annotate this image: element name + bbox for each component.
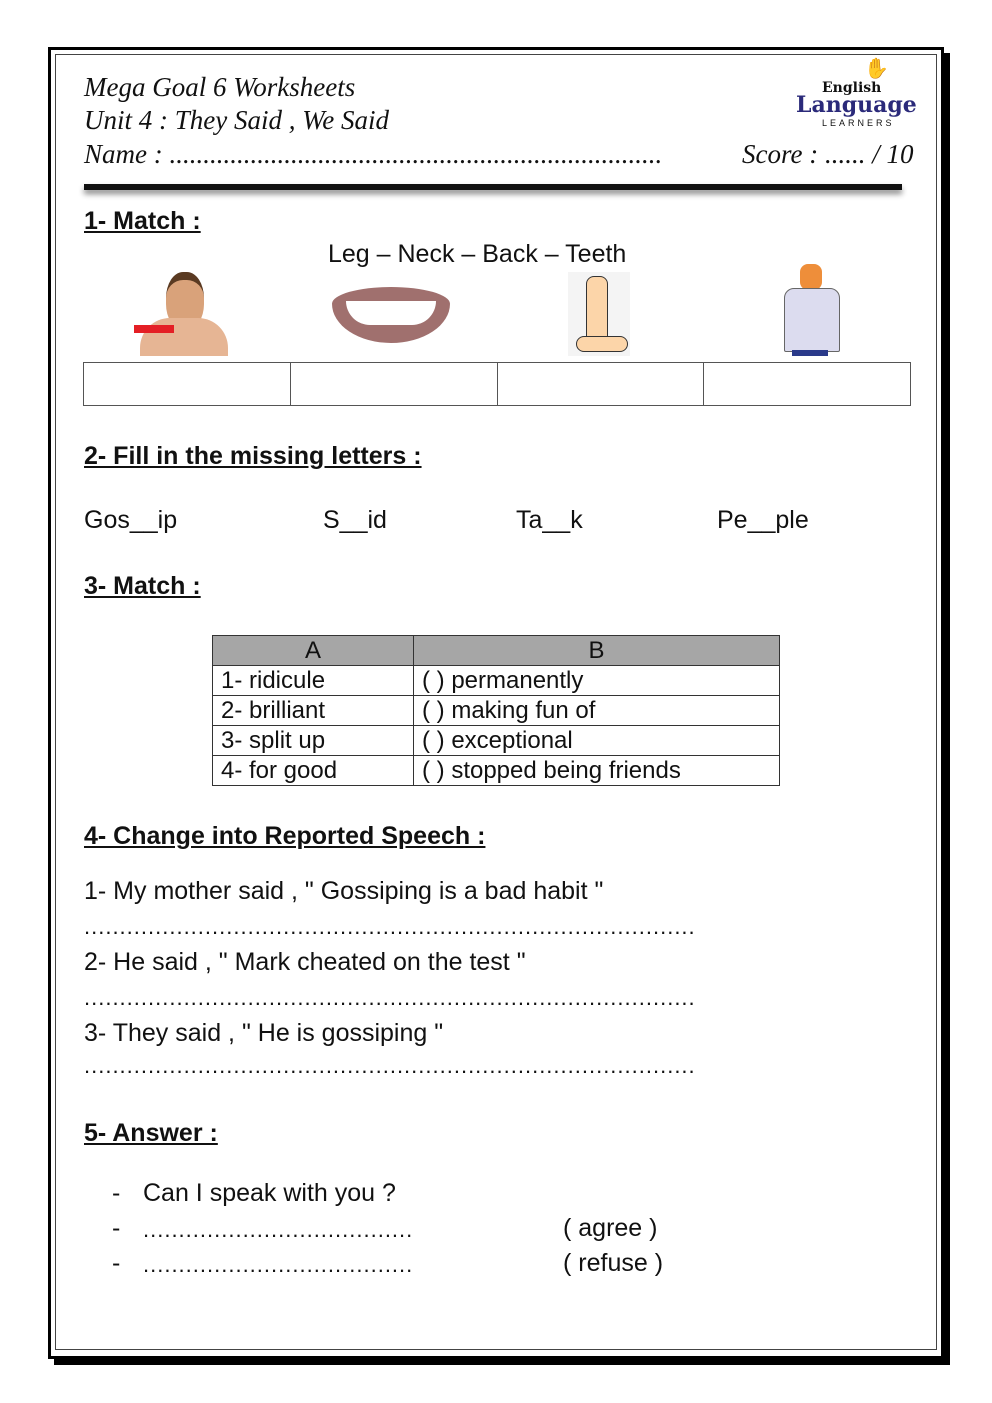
bullet: - — [112, 1249, 121, 1277]
agree-answer-line[interactable]: ...................................... — [143, 1217, 414, 1242]
table-row: 4- for good ( ) stopped being friends — [213, 756, 780, 786]
missing-word: Gos__ip — [84, 506, 178, 534]
hands-icon: ✋ — [864, 58, 889, 80]
answer-line[interactable]: ...................................................................................... — [84, 1053, 696, 1078]
name-field[interactable]: Name : ......................................................................... — [84, 139, 663, 169]
section1-title: 1- Match : — [84, 207, 201, 235]
header-divider — [84, 184, 902, 190]
answer-box[interactable] — [84, 363, 291, 405]
bullet: - — [112, 1214, 121, 1242]
column-b-header: B — [414, 636, 780, 666]
question: Can I speak with you ? — [143, 1179, 396, 1207]
table-row: 1- ridicule ( ) permanently — [213, 666, 780, 696]
agree-label: ( agree ) — [563, 1214, 658, 1242]
speech-item: 3- They said , " He is gossiping " — [84, 1019, 444, 1047]
section3-title: 3- Match : — [84, 572, 201, 600]
bullet: - — [112, 1179, 121, 1207]
refuse-label: ( refuse ) — [563, 1249, 664, 1277]
back-icon — [778, 264, 842, 356]
answer-box[interactable] — [498, 363, 705, 405]
speech-item: 1- My mother said , " Gossiping is a bad habit " — [84, 877, 604, 905]
column-a-header: A — [213, 636, 414, 666]
word-bank: Leg – Neck – Back – Teeth — [328, 240, 627, 268]
match-table — [212, 635, 780, 786]
section5-title: 5- Answer : — [84, 1119, 218, 1147]
answer-line[interactable]: ...................................................................................... — [84, 985, 696, 1010]
table-row: 3- split up ( ) exceptional — [213, 726, 780, 756]
answer-box[interactable] — [704, 363, 910, 405]
answer-box[interactable] — [291, 363, 498, 405]
missing-word: S__id — [323, 506, 387, 534]
answer-line[interactable]: ...................................................................................... — [84, 914, 696, 939]
logo: ✋ English Language LEARNERS — [796, 58, 917, 128]
unit-title: Unit 4 : They Said , We Said — [84, 105, 389, 135]
score-field: Score : ...... / 10 — [742, 139, 914, 169]
worksheet-title: Mega Goal 6 Worksheets — [84, 72, 356, 102]
refuse-answer-line[interactable]: ...................................... — [143, 1252, 414, 1277]
section4-title: 4- Change into Reported Speech : — [84, 822, 486, 850]
match-answer-boxes — [83, 362, 911, 406]
section2-title: 2- Fill in the missing letters : — [84, 442, 422, 470]
missing-word: Ta__k — [516, 506, 583, 534]
neck-icon — [134, 270, 229, 356]
table-row: 2- brilliant ( ) making fun of — [213, 696, 780, 726]
missing-word: Pe__ple — [717, 506, 809, 534]
leg-icon — [568, 272, 630, 356]
speech-item: 2- He said , " Mark cheated on the test " — [84, 948, 526, 976]
